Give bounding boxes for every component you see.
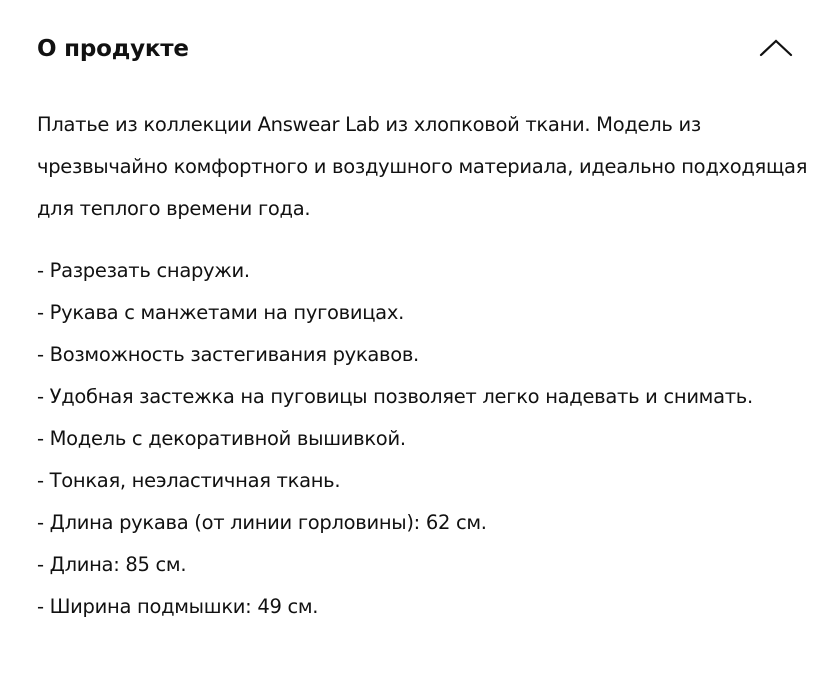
feature-item: - Тонкая, неэластичная ткань. <box>37 469 341 492</box>
feature-item: - Длина рукава (от линии горловины): 62 см. <box>37 511 487 534</box>
feature-item: - Модель с декоративной вышивкой. <box>37 427 406 450</box>
feature-item: - Ширина подмышки: 49 см. <box>37 595 319 618</box>
feature-item: - Длина: 85 см. <box>37 553 187 576</box>
feature-list <box>37 250 827 628</box>
chevron-up-icon[interactable] <box>758 36 794 60</box>
feature-item: - Рукава с манжетами на пуговицах. <box>37 301 404 324</box>
feature-item: - Возможность застегивания рукавов. <box>37 343 419 366</box>
feature-item: - Удобная застежка на пуговицы позволяет легко надевать и снимать. <box>37 385 753 408</box>
section-title: О продукте <box>37 36 189 62</box>
product-description: Платье из коллекции Answear Lab из хлопковой ткани. Модель из чрезвычайно комфортного и воздушного материала, идеально подходящая для теплого времени года. <box>37 113 808 220</box>
feature-item: - Разрезать снаружи. <box>37 259 250 282</box>
accordion-header[interactable] <box>0 0 840 96</box>
